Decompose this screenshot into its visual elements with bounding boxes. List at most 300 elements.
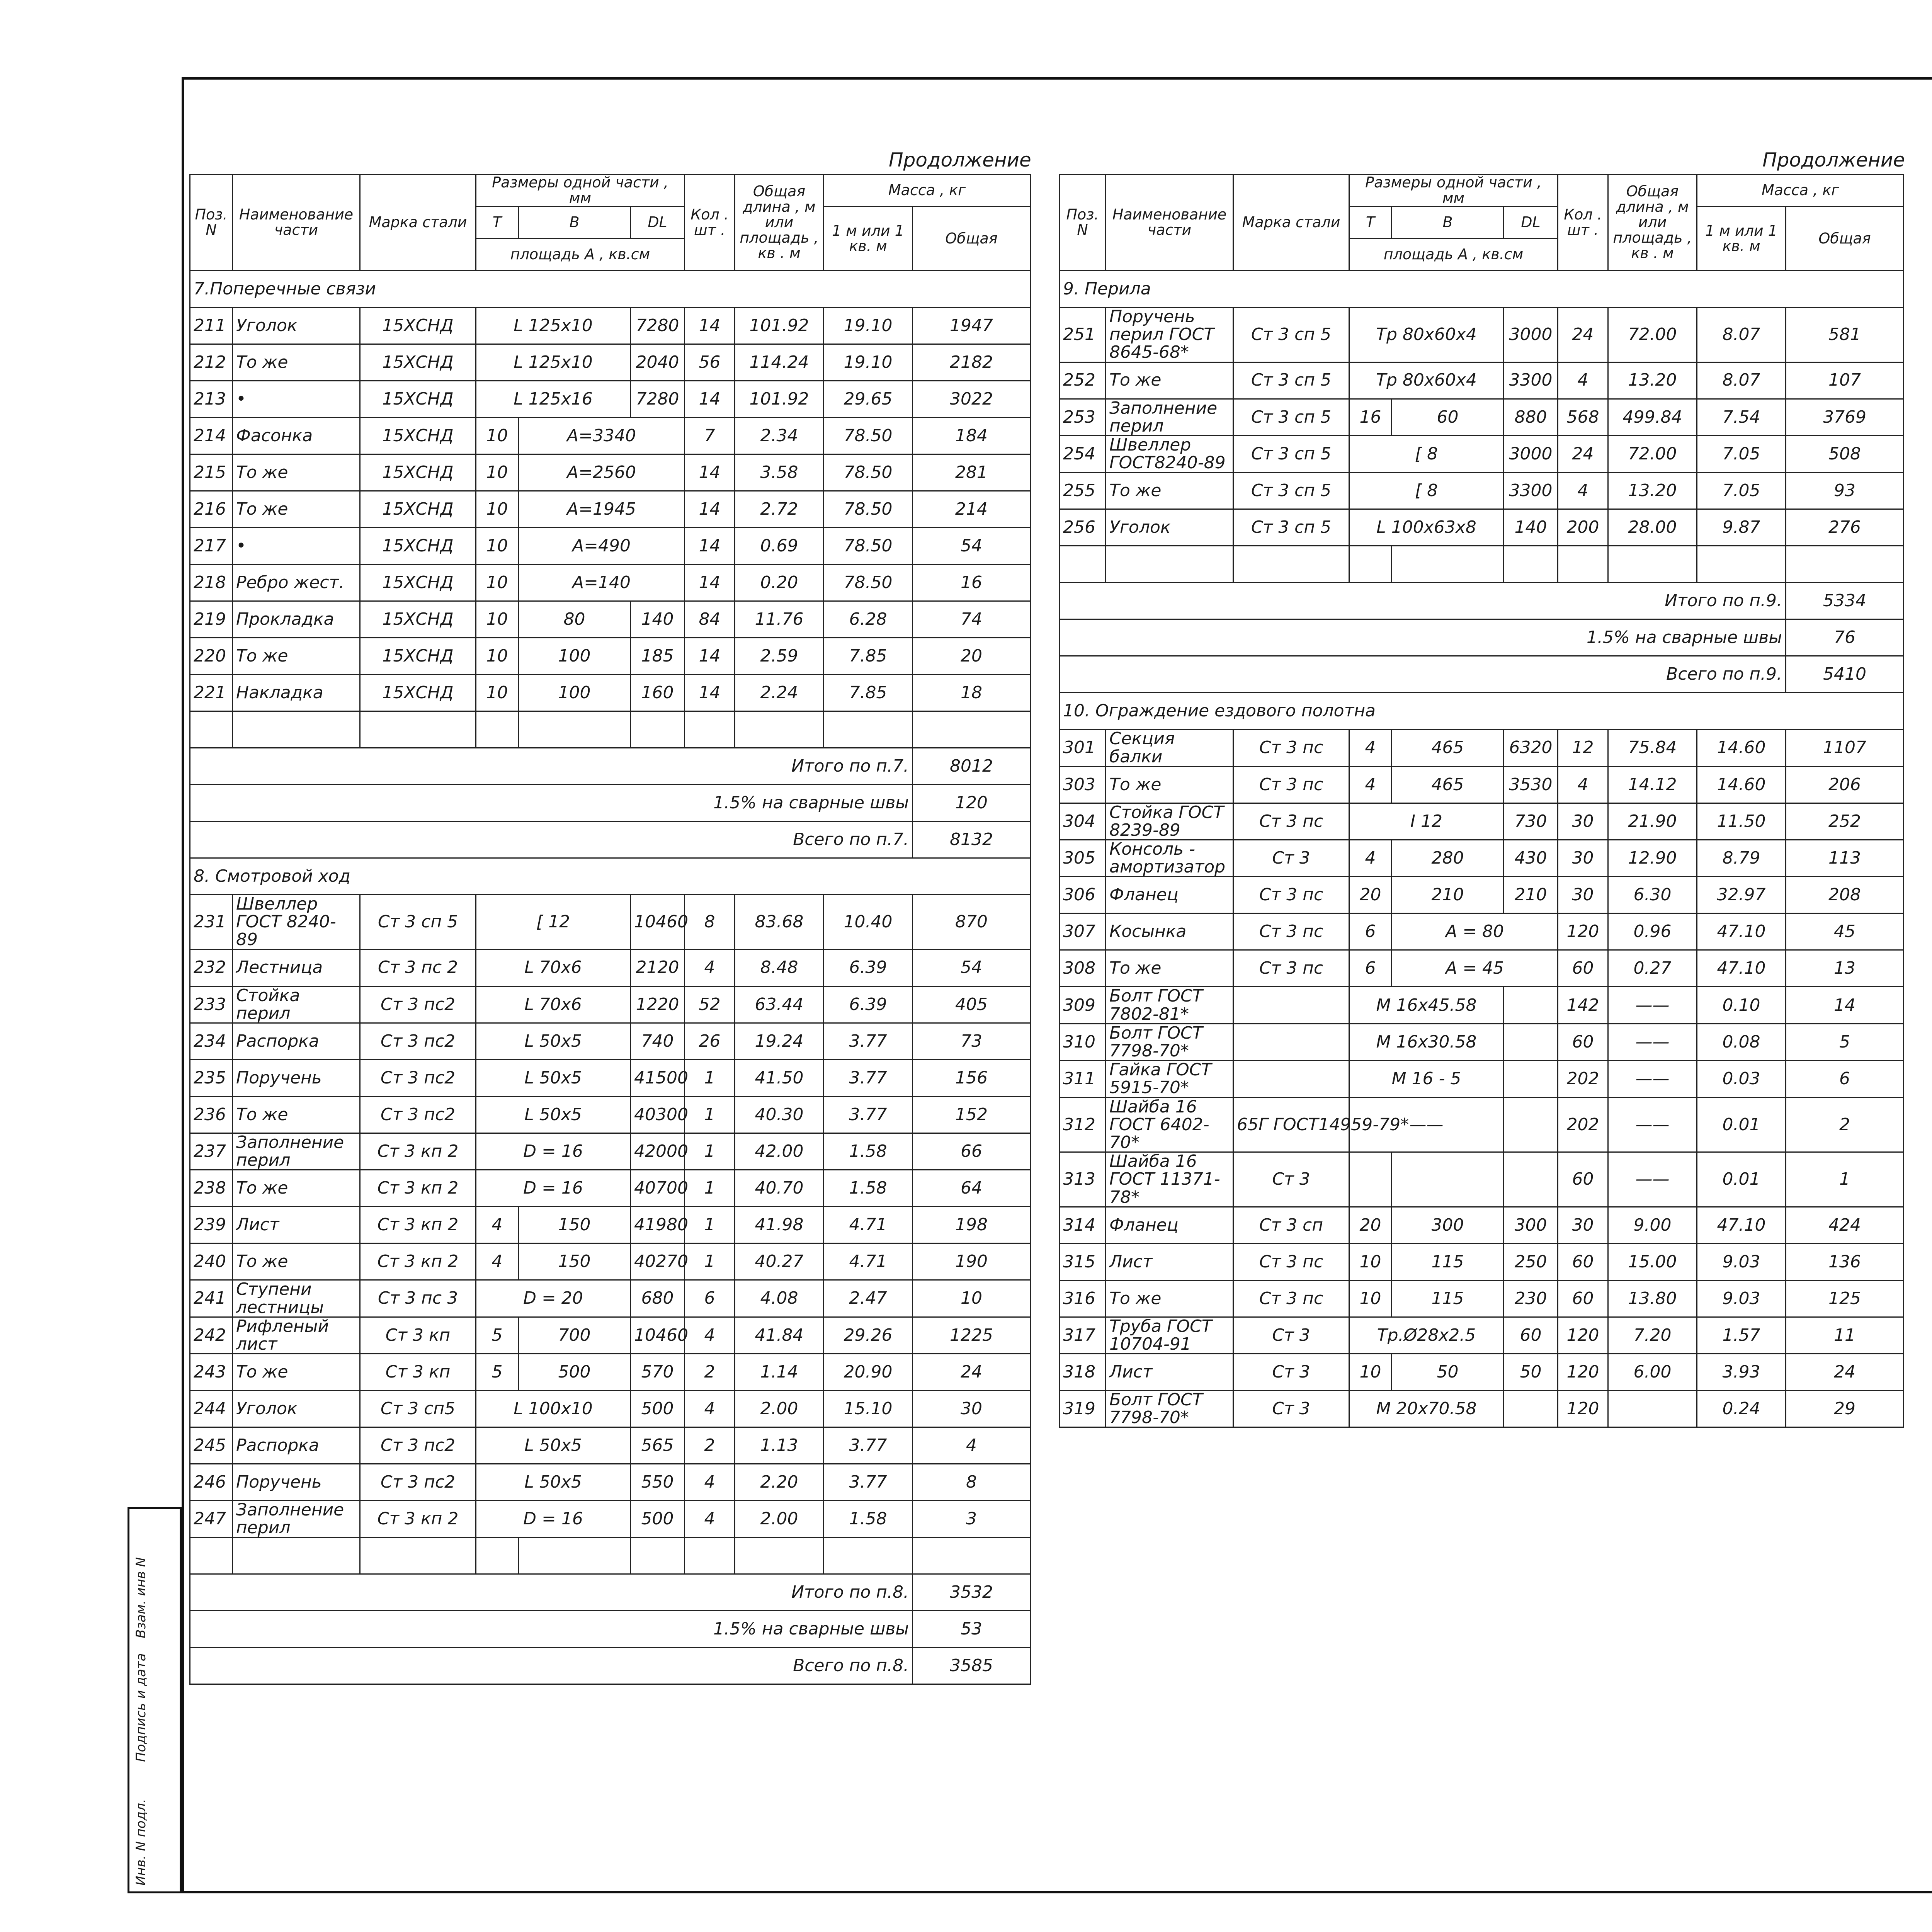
- blank-cell: [913, 1537, 1031, 1574]
- cell-length: 4.08: [735, 1280, 824, 1317]
- cell-total: 8: [913, 1464, 1031, 1501]
- cell-length: 6.00: [1608, 1354, 1697, 1391]
- header-b: B: [519, 207, 631, 239]
- cell-per-m: 78.50: [824, 491, 913, 528]
- header-pos: Поз. N: [1060, 175, 1106, 271]
- table-header-row: [190, 175, 1031, 207]
- total-value: 8012: [913, 748, 1031, 785]
- table-row: [190, 565, 1031, 601]
- cell-total: 1947: [913, 308, 1031, 344]
- total-row: [190, 748, 1031, 785]
- cell-total: 2182: [913, 344, 1031, 381]
- cell-grade: Ст 3 сп 5: [360, 895, 476, 950]
- cell-dl: 10460: [631, 1317, 685, 1354]
- cell-b: 280: [1392, 840, 1504, 877]
- cell-area: A = 45: [1392, 950, 1558, 987]
- cell-grade: Ст 3 пс: [1233, 803, 1349, 840]
- total-row: [190, 1611, 1031, 1648]
- cell-t: 10: [1349, 1243, 1392, 1280]
- cell-length: 41.84: [735, 1317, 824, 1354]
- cell-per-m: 9.03: [1697, 1243, 1786, 1280]
- cell-dl: [1504, 1152, 1558, 1207]
- cell-name: Стойка перил: [233, 986, 360, 1023]
- cell-grade: Ст 3 пс 3: [360, 1280, 476, 1317]
- table-row: [1060, 1097, 1904, 1152]
- cell-name: Лист: [1106, 1243, 1233, 1280]
- cell-total: 281: [913, 454, 1031, 491]
- cell-dl: 60: [1504, 1317, 1558, 1354]
- table-row: [190, 1501, 1031, 1537]
- cell-grade: Ст 3 пс2: [360, 1023, 476, 1060]
- header-qty: Кол . шт .: [1558, 175, 1608, 271]
- table-row: [1060, 1391, 1904, 1427]
- cell-dl: [1504, 1097, 1558, 1152]
- cell-t: 10: [1349, 1280, 1392, 1317]
- cell-qty: 4: [685, 1464, 735, 1501]
- cell-per-m: 3.77: [824, 1060, 913, 1096]
- table-row: [1060, 435, 1904, 472]
- cell-dl: [1504, 1061, 1558, 1097]
- blank-cell: [1504, 546, 1558, 583]
- cell-qty: 1: [685, 1096, 735, 1133]
- blank-cell: [1233, 546, 1349, 583]
- total-label: 1.5% на сварные швы: [190, 785, 913, 821]
- table-row: [1060, 1152, 1904, 1207]
- cell-pos: 219: [190, 601, 233, 638]
- blank-cell: [1060, 546, 1106, 583]
- cell-qty: 120: [1558, 1317, 1608, 1354]
- table-row: [1060, 803, 1904, 840]
- header-pos: Поз. N: [190, 175, 233, 271]
- cell-name: Поручень перил ГОСТ 8645-68*: [1106, 308, 1233, 362]
- cell-grade: Ст 3 сп: [1233, 1207, 1349, 1243]
- table-row: [190, 986, 1031, 1023]
- cell-length: ——: [1608, 1152, 1697, 1207]
- table-row: [190, 1207, 1031, 1243]
- cell-per-m: 7.85: [824, 638, 913, 675]
- total-label: 1.5% на сварные швы: [190, 1611, 913, 1648]
- cell-pos: 256: [1060, 509, 1106, 546]
- cell-pos: 233: [190, 986, 233, 1023]
- table-row: [190, 1243, 1031, 1280]
- cell-dims: [ 8: [1349, 435, 1504, 472]
- cell-name: Швеллер ГОСТ 8240-89: [233, 895, 360, 950]
- cell-dl: 42000: [631, 1133, 685, 1170]
- cell-name: То же: [1106, 766, 1233, 803]
- cell-length: ——: [1608, 1061, 1697, 1097]
- blank-cell: [1608, 546, 1697, 583]
- cell-qty: 14: [685, 528, 735, 565]
- cell-dl: 50: [1504, 1354, 1558, 1391]
- cell-dl: 3000: [1504, 435, 1558, 472]
- cell-dl: 6320: [1504, 730, 1558, 766]
- cell-total: 18: [913, 675, 1031, 711]
- cell-grade: 15ХСНД: [360, 381, 476, 418]
- cell-name: Швеллер ГОСТ8240-89: [1106, 435, 1233, 472]
- blank-cell: [519, 711, 631, 748]
- cell-qty: 1: [685, 1170, 735, 1207]
- total-value: 120: [913, 785, 1031, 821]
- cell-dl: 41980: [631, 1207, 685, 1243]
- cell-total: 11: [1786, 1317, 1904, 1354]
- cell-length: 15.00: [1608, 1243, 1697, 1280]
- header-b: B: [1392, 207, 1504, 239]
- cell-pos: 318: [1060, 1354, 1106, 1391]
- cell-per-m: 6.39: [824, 986, 913, 1023]
- cell-t: 6: [1349, 950, 1392, 987]
- cell-t: 10: [476, 418, 519, 454]
- blank-cell: [1106, 546, 1233, 583]
- cell-grade: 15ХСНД: [360, 308, 476, 344]
- cell-qty: 14: [685, 565, 735, 601]
- cell-grade: Ст 3 пс: [1233, 1243, 1349, 1280]
- cell-name: Рифленый лист: [233, 1317, 360, 1354]
- cell-pos: 240: [190, 1243, 233, 1280]
- cell-length: 28.00: [1608, 509, 1697, 546]
- section-title: 8. Смотровой ход: [190, 858, 1031, 895]
- cell-t: [1349, 1152, 1392, 1207]
- cell-dl: 210: [1504, 877, 1558, 913]
- cell-total: 152: [913, 1096, 1031, 1133]
- cell-pos: 215: [190, 454, 233, 491]
- cell-total: 30: [913, 1391, 1031, 1427]
- cell-total: 73: [913, 1023, 1031, 1060]
- table-row: [190, 308, 1031, 344]
- header-mass: Масса , кг: [824, 175, 1031, 207]
- cell-per-m: 7.05: [1697, 435, 1786, 472]
- cell-t: 10: [476, 638, 519, 675]
- blank-cell: [685, 711, 735, 748]
- cell-grade: Ст 3 сп 5: [1233, 399, 1349, 435]
- cell-pos: 307: [1060, 913, 1106, 950]
- cell-dl: 730: [1504, 803, 1558, 840]
- cell-t: 20: [1349, 1207, 1392, 1243]
- cell-pos: 245: [190, 1427, 233, 1464]
- cell-name: То же: [233, 491, 360, 528]
- cell-length: 2.00: [735, 1391, 824, 1427]
- cell-dl: 2120: [631, 949, 685, 986]
- header-area: площадь А , кв.см: [476, 239, 685, 271]
- cell-length: 63.44: [735, 986, 824, 1023]
- cell-grade: 15ХСНД: [360, 418, 476, 454]
- cell-qty: 14: [685, 454, 735, 491]
- header-dl: DL: [631, 207, 685, 239]
- cell-dl: 7280: [631, 381, 685, 418]
- cell-b: 80: [519, 601, 631, 638]
- cell-length: 13.20: [1608, 362, 1697, 399]
- blank-cell: [631, 711, 685, 748]
- cell-per-m: 6.28: [824, 601, 913, 638]
- section-row: [1060, 693, 1904, 730]
- cell-t: 10: [476, 491, 519, 528]
- blank-cell: [519, 1537, 631, 1574]
- cell-dims: L 50x5: [476, 1464, 631, 1501]
- cell-grade: 15ХСНД: [360, 344, 476, 381]
- table-row: [190, 528, 1031, 565]
- cell-total: 252: [1786, 803, 1904, 840]
- cell-length: ——: [1608, 987, 1697, 1024]
- cell-grade: Ст 3 сп5: [360, 1391, 476, 1427]
- cell-pos: 239: [190, 1207, 233, 1243]
- cell-name: Труба ГОСТ 10704-91: [1106, 1317, 1233, 1354]
- table-row: [1060, 473, 1904, 509]
- cell-per-m: 3.77: [824, 1427, 913, 1464]
- cell-grade: 15ХСНД: [360, 454, 476, 491]
- cell-name: Уголок: [233, 1391, 360, 1427]
- table-row: [1060, 1317, 1904, 1354]
- cell-per-m: 4.71: [824, 1207, 913, 1243]
- cell-t: 20: [1349, 877, 1392, 913]
- cell-grade: Ст 3 пс2: [360, 1464, 476, 1501]
- cell-b: 700: [519, 1317, 631, 1354]
- cell-length: 101.92: [735, 381, 824, 418]
- cell-pos: 234: [190, 1023, 233, 1060]
- cell-length: 1.13: [735, 1427, 824, 1464]
- header-total: Общая: [1786, 207, 1904, 271]
- cell-qty: 4: [685, 1501, 735, 1537]
- cell-dims: L 125x10: [476, 344, 631, 381]
- cell-area: A = 80: [1392, 913, 1558, 950]
- cell-length: 40.27: [735, 1243, 824, 1280]
- cell-total: 190: [913, 1243, 1031, 1280]
- table-row: [190, 1170, 1031, 1207]
- cell-name: Секция балки: [1106, 730, 1233, 766]
- cell-pos: 246: [190, 1464, 233, 1501]
- cell-name: •: [233, 381, 360, 418]
- cell-grade: 15ХСНД: [360, 675, 476, 711]
- cell-b: 465: [1392, 730, 1504, 766]
- cell-dims: М 16х45.58: [1349, 987, 1504, 1024]
- cell-dims: Тр.Ø28х2.5: [1349, 1317, 1504, 1354]
- cell-per-m: 47.10: [1697, 950, 1786, 987]
- cell-name: То же: [1106, 950, 1233, 987]
- cell-pos: 232: [190, 949, 233, 986]
- cell-name: Стойка ГОСТ 8239-89: [1106, 803, 1233, 840]
- cell-pos: 220: [190, 638, 233, 675]
- cell-total: 206: [1786, 766, 1904, 803]
- cell-qty: 568: [1558, 399, 1608, 435]
- cell-grade: Ст 3 пс: [1233, 877, 1349, 913]
- cell-total: 29: [1786, 1391, 1904, 1427]
- cell-grade: Ст 3 сп 5: [1233, 473, 1349, 509]
- cell-pos: 313: [1060, 1152, 1106, 1207]
- cell-dims: L 125x10: [476, 308, 631, 344]
- total-value: 53: [913, 1611, 1031, 1648]
- cell-per-m: 7.85: [824, 675, 913, 711]
- cell-b: [1392, 1152, 1504, 1207]
- cell-dims: М 20х70.58: [1349, 1391, 1504, 1427]
- cell-name: То же: [1106, 1280, 1233, 1317]
- cell-total: 54: [913, 949, 1031, 986]
- header-total: Общая: [913, 207, 1031, 271]
- cell-qty: 4: [1558, 766, 1608, 803]
- cell-pos: 309: [1060, 987, 1106, 1024]
- cell-grade: Ст 3: [1233, 1354, 1349, 1391]
- cell-grade: Ст 3 пс: [1233, 1280, 1349, 1317]
- cell-per-m: 15.10: [824, 1391, 913, 1427]
- blank-cell: [1392, 546, 1504, 583]
- section-title: 7.Поперечные связи: [190, 271, 1031, 308]
- cell-grade: Ст 3 пс: [1233, 766, 1349, 803]
- table-row: [1060, 399, 1904, 435]
- cell-grade: 15ХСНД: [360, 638, 476, 675]
- cell-per-m: 3.77: [824, 1023, 913, 1060]
- cell-per-m: 0.03: [1697, 1061, 1786, 1097]
- cell-length: 2.24: [735, 675, 824, 711]
- section-title: 9. Перила: [1060, 271, 1904, 308]
- cell-per-m: 8.07: [1697, 362, 1786, 399]
- table-row: [190, 491, 1031, 528]
- cell-total: 107: [1786, 362, 1904, 399]
- table-row: [1060, 509, 1904, 546]
- table-row: [1060, 362, 1904, 399]
- cell-qty: 60: [1558, 1280, 1608, 1317]
- cell-dims: L 100x10: [476, 1391, 631, 1427]
- blank-cell: [1349, 546, 1392, 583]
- cell-per-m: 9.03: [1697, 1280, 1786, 1317]
- side-label: Инв. N подл.: [133, 1799, 149, 1886]
- cell-total: 208: [1786, 877, 1904, 913]
- cell-grade: Ст 3 пс2: [360, 1060, 476, 1096]
- cell-length: 2.59: [735, 638, 824, 675]
- cell-grade: Ст 3 пс: [1233, 950, 1349, 987]
- blank-cell: [913, 711, 1031, 748]
- cell-t: 4: [1349, 730, 1392, 766]
- cell-qty: 6: [685, 1280, 735, 1317]
- cell-grade: [1233, 1024, 1349, 1060]
- cell-name: Болт ГОСТ 7802-81*: [1106, 987, 1233, 1024]
- cell-length: 7.20: [1608, 1317, 1697, 1354]
- cell-dl: 740: [631, 1023, 685, 1060]
- cell-pos: 231: [190, 895, 233, 950]
- cell-total: 1: [1786, 1152, 1904, 1207]
- cell-length: 2.20: [735, 1464, 824, 1501]
- table-row: [190, 1133, 1031, 1170]
- cell-dl: [1504, 1391, 1558, 1427]
- cell-dims: Тр 80х60х4: [1349, 362, 1504, 399]
- blank-cell: [631, 1537, 685, 1574]
- cell-length: 0.96: [1608, 913, 1697, 950]
- cell-pos: 251: [1060, 308, 1106, 362]
- cell-length: 3.58: [735, 454, 824, 491]
- cell-grade: 65Г ГОСТ14959-79*: [1233, 1097, 1349, 1152]
- cell-length: 13.20: [1608, 473, 1697, 509]
- cell-per-m: 32.97: [1697, 877, 1786, 913]
- cell-pos: 314: [1060, 1207, 1106, 1243]
- cell-dims: М 16х30.58: [1349, 1024, 1504, 1060]
- cell-t: 5: [476, 1354, 519, 1391]
- cell-dl: 880: [1504, 399, 1558, 435]
- cell-dl: 2040: [631, 344, 685, 381]
- spec-table-1: [189, 174, 1031, 1685]
- cell-dl: 500: [631, 1391, 685, 1427]
- cell-pos: 305: [1060, 840, 1106, 877]
- table-row: [190, 1023, 1031, 1060]
- cell-grade: Ст 3 пс: [1233, 730, 1349, 766]
- cell-total: 74: [913, 601, 1031, 638]
- cell-pos: 242: [190, 1317, 233, 1354]
- blank-row: [1060, 546, 1904, 583]
- cell-qty: 14: [685, 675, 735, 711]
- cell-total: 405: [913, 986, 1031, 1023]
- table-row: [190, 601, 1031, 638]
- cell-dl: 565: [631, 1427, 685, 1464]
- cell-dl: 680: [631, 1280, 685, 1317]
- cell-dl: 140: [631, 601, 685, 638]
- table-row: [1060, 1280, 1904, 1317]
- cell-total: 5: [1786, 1024, 1904, 1060]
- table-row: [1060, 766, 1904, 803]
- cell-total: 424: [1786, 1207, 1904, 1243]
- cell-qty: 60: [1558, 1024, 1608, 1060]
- cell-name: Лестница: [233, 949, 360, 986]
- cell-per-m: 78.50: [824, 418, 913, 454]
- cell-name: Лист: [233, 1207, 360, 1243]
- table-row: [190, 418, 1031, 454]
- cell-total: 198: [913, 1207, 1031, 1243]
- cell-qty: 12: [1558, 730, 1608, 766]
- cell-per-m: 20.90: [824, 1354, 913, 1391]
- table-row: [190, 1096, 1031, 1133]
- cell-length: 40.70: [735, 1170, 824, 1207]
- cell-qty: 1: [685, 1207, 735, 1243]
- cell-length: 83.68: [735, 895, 824, 950]
- cell-total: 3: [913, 1501, 1031, 1537]
- blank-cell: [1786, 546, 1904, 583]
- cell-dl: 300: [1504, 1207, 1558, 1243]
- cell-length: 41.50: [735, 1060, 824, 1096]
- cell-qty: 14: [685, 381, 735, 418]
- cell-per-m: 10.40: [824, 895, 913, 950]
- cell-pos: 214: [190, 418, 233, 454]
- cell-pos: 216: [190, 491, 233, 528]
- table-row: [1060, 308, 1904, 362]
- cell-b: 115: [1392, 1280, 1504, 1317]
- cell-dl: 41500: [631, 1060, 685, 1096]
- cell-total: 3022: [913, 381, 1031, 418]
- table-row: [190, 381, 1031, 418]
- blank-cell: [190, 711, 233, 748]
- header-t: T: [1349, 207, 1392, 239]
- cell-pos: 308: [1060, 950, 1106, 987]
- table-row: [190, 1391, 1031, 1427]
- cell-area: A=140: [519, 565, 685, 601]
- table-row: [1060, 1024, 1904, 1060]
- cell-qty: 26: [685, 1023, 735, 1060]
- cell-per-m: 0.01: [1697, 1097, 1786, 1152]
- cell-per-m: 1.58: [824, 1133, 913, 1170]
- cell-length: 75.84: [1608, 730, 1697, 766]
- cell-dl: 185: [631, 638, 685, 675]
- header-t: T: [476, 207, 519, 239]
- cell-dl: 230: [1504, 1280, 1558, 1317]
- total-row: [1060, 619, 1904, 656]
- cell-dims: ——: [1349, 1097, 1504, 1152]
- total-value: 76: [1786, 619, 1904, 656]
- cell-dims: D = 16: [476, 1170, 631, 1207]
- cell-dl: 570: [631, 1354, 685, 1391]
- cell-grade: Ст 3 сп 5: [1233, 308, 1349, 362]
- cell-per-m: 0.08: [1697, 1024, 1786, 1060]
- cell-length: [1608, 1391, 1697, 1427]
- cell-qty: 202: [1558, 1061, 1608, 1097]
- cell-per-m: 11.50: [1697, 803, 1786, 840]
- cell-t: 10: [476, 454, 519, 491]
- cell-dims: L 70x6: [476, 986, 631, 1023]
- cell-length: 1.14: [735, 1354, 824, 1391]
- cell-qty: 120: [1558, 1391, 1608, 1427]
- cell-dims: D = 16: [476, 1501, 631, 1537]
